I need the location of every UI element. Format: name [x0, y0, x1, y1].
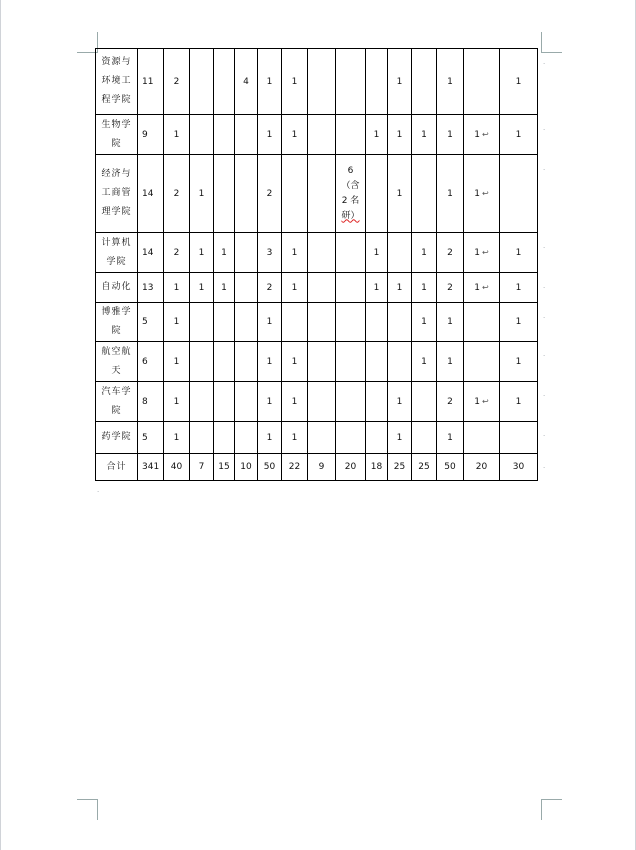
- cell-value: 1: [447, 317, 453, 327]
- quota-cell: [366, 115, 388, 155]
- quota-cell: [437, 382, 464, 422]
- row-end-mark: .: [543, 124, 546, 132]
- cell-value: 2: [173, 247, 180, 258]
- cell-value: 1: [373, 247, 380, 258]
- return-arrow-icon: ↩: [482, 396, 489, 406]
- table-row: [96, 303, 538, 342]
- table-row: [96, 422, 538, 454]
- quota-cell: [138, 303, 164, 342]
- quota-cell: [464, 115, 500, 155]
- quota-cell: [336, 303, 366, 342]
- quota-cell: [388, 342, 412, 382]
- row-end-mark: .: [543, 282, 546, 290]
- quota-cell: [164, 233, 190, 273]
- quota-cell: [464, 382, 500, 422]
- quota-cell: [464, 342, 500, 382]
- cell-value: 2: [447, 247, 453, 258]
- quota-cell: [164, 422, 190, 454]
- quota-cell: [366, 342, 388, 382]
- college-name-cell: [96, 115, 138, 155]
- quota-cell: [388, 233, 412, 273]
- cell-value: 2: [173, 188, 180, 199]
- cell-value: 1: [266, 432, 273, 443]
- quota-cell: [336, 342, 366, 382]
- cell-value: 1: [515, 356, 522, 367]
- quota-cell: [500, 49, 538, 115]
- cell-value: 1: [421, 282, 427, 293]
- college-name-line: 航空航: [101, 346, 132, 357]
- quota-cell: [214, 49, 235, 115]
- college-name-cell: [96, 382, 138, 422]
- quota-cell: [388, 382, 412, 422]
- table-row: [96, 233, 538, 273]
- quota-cell: [308, 422, 336, 454]
- cell-value: 1: [291, 76, 298, 87]
- college-name-line: 生物学: [101, 119, 132, 130]
- quota-cell: [214, 155, 235, 233]
- cell-value: 1: [266, 356, 273, 367]
- return-arrow-icon: ↩: [482, 282, 489, 292]
- cell-value: 1: [291, 432, 298, 443]
- cell-value: 1: [198, 188, 205, 199]
- quota-cell: [500, 303, 538, 342]
- total-cell: 40: [164, 454, 190, 481]
- cell-value: 1: [291, 247, 298, 258]
- quota-cell: [282, 49, 308, 115]
- quota-cell: [258, 382, 282, 422]
- cell-value: 1: [474, 396, 481, 407]
- college-name-line: 汽车学: [101, 386, 132, 397]
- quota-cell: [138, 49, 164, 115]
- quota-cell: [412, 422, 437, 454]
- quota-cell: [235, 422, 258, 454]
- college-name-line: 资源与: [101, 57, 132, 67]
- cell-value: 1: [515, 282, 522, 293]
- quota-cell: [190, 382, 214, 422]
- quota-cell: [388, 115, 412, 155]
- note-line: 6: [347, 165, 354, 176]
- quota-cell: [235, 273, 258, 303]
- row-end-mark: .: [543, 242, 546, 250]
- cell-value: 1: [396, 282, 403, 293]
- cell-value: 1: [173, 129, 180, 140]
- cell-value: 1: [396, 432, 403, 443]
- quota-cell: [437, 49, 464, 115]
- cell-value: 2: [173, 76, 180, 87]
- note-line: 2 名: [341, 195, 360, 206]
- quota-cell: [190, 49, 214, 115]
- total-cell: 18: [366, 454, 388, 481]
- quota-cell: [235, 382, 258, 422]
- quota-cell: [282, 342, 308, 382]
- note-line: 研）: [341, 210, 360, 221]
- quota-cell: [164, 155, 190, 233]
- cell-value: 1: [421, 356, 427, 367]
- cell-value: 1: [474, 247, 481, 258]
- college-name-line: 院: [111, 405, 122, 416]
- quota-cell: [214, 422, 235, 454]
- quota-cell: [164, 49, 190, 115]
- cell-value: 1: [266, 129, 273, 140]
- college-name-line: 工商管: [101, 188, 132, 198]
- cell-value: 1: [515, 317, 522, 327]
- quota-cell: [258, 273, 282, 303]
- quota-cell: [500, 422, 538, 454]
- quota-cell: [412, 273, 437, 303]
- quota-cell: [412, 342, 437, 382]
- total-cell: 10: [235, 454, 258, 481]
- cell-value: 1: [515, 247, 522, 258]
- cell-value: 1: [266, 396, 273, 407]
- college-name-cell: [96, 49, 138, 115]
- total-cell: 30: [500, 454, 538, 481]
- quota-cell: [412, 49, 437, 115]
- cell-value: 1: [221, 247, 227, 258]
- total-cell: 50: [437, 454, 464, 481]
- cell-value: 1: [291, 129, 298, 140]
- quota-cell: [336, 49, 366, 115]
- college-name-line: 学院: [106, 256, 127, 267]
- quota-cell: [190, 342, 214, 382]
- crop-mark-bottom-left: [77, 799, 98, 820]
- cell-value: 9: [142, 129, 148, 140]
- cell-value: 1: [515, 396, 522, 407]
- total-cell: 7: [190, 454, 214, 481]
- cell-value: 1: [198, 282, 205, 293]
- cell-value: 6: [142, 356, 148, 367]
- cell-value: 1: [221, 282, 227, 293]
- college-name-cell: [96, 303, 138, 342]
- quota-cell: [366, 233, 388, 273]
- cell-value: 5: [142, 317, 148, 327]
- quota-cell: [214, 382, 235, 422]
- college-name-line: 院: [111, 138, 122, 149]
- quota-cell: [336, 422, 366, 454]
- quota-cell: [388, 303, 412, 342]
- quota-cell: [164, 382, 190, 422]
- cell-value: 1: [421, 129, 427, 140]
- college-name-line: 程学院: [101, 95, 132, 105]
- cell-value: 1: [266, 76, 273, 87]
- quota-cell: [164, 303, 190, 342]
- cell-value: 1: [291, 282, 298, 293]
- quota-cell: [388, 273, 412, 303]
- table-row: [96, 273, 538, 303]
- quota-cell: [258, 155, 282, 233]
- row-end-mark: .: [543, 430, 546, 438]
- quota-cell: [214, 273, 235, 303]
- cell-value: 1: [266, 317, 273, 327]
- quota-cell: [235, 342, 258, 382]
- row-end-mark: .: [543, 58, 546, 66]
- college-name-cell: [96, 342, 138, 382]
- cell-value: 14: [142, 247, 154, 258]
- quota-cell: [308, 49, 336, 115]
- quota-cell: [388, 49, 412, 115]
- college-name-cell: [96, 273, 138, 303]
- quota-cell: [308, 115, 336, 155]
- total-cell: 341: [138, 454, 164, 481]
- cell-value: 2: [447, 282, 453, 293]
- total-cell: 25: [388, 454, 412, 481]
- quota-cell: [437, 422, 464, 454]
- cell-value: 2: [266, 282, 273, 293]
- paragraph-end-mark: .: [97, 486, 100, 494]
- quota-cell: [164, 273, 190, 303]
- quota-cell: [235, 233, 258, 273]
- cell-value: 1: [396, 396, 403, 407]
- cell-value: 1: [447, 356, 453, 367]
- row-end-mark: .: [543, 164, 546, 172]
- cell-value: 13: [142, 282, 154, 293]
- quota-cell: [308, 155, 336, 233]
- note-line: （含: [341, 180, 360, 191]
- quota-cell: [500, 233, 538, 273]
- cell-value: 1: [291, 396, 298, 407]
- quota-cell: [138, 115, 164, 155]
- quota-cell: [500, 155, 538, 233]
- cell-value: 1: [447, 188, 453, 199]
- quota-cell: [366, 273, 388, 303]
- quota-cell: [214, 233, 235, 273]
- quota-cell: [412, 233, 437, 273]
- cell-value: 1: [447, 432, 453, 443]
- quota-cell: [282, 422, 308, 454]
- college-name-line: 自动化: [101, 282, 132, 292]
- total-cell: 22: [282, 454, 308, 481]
- quota-cell: [190, 273, 214, 303]
- row-end-mark: .: [543, 462, 546, 470]
- quota-cell: [366, 382, 388, 422]
- cell-value: 1: [396, 188, 403, 199]
- return-arrow-icon: ↩: [482, 188, 489, 198]
- quota-cell: [308, 233, 336, 273]
- quota-cell: [412, 115, 437, 155]
- quota-cell: [164, 342, 190, 382]
- quota-cell: [164, 115, 190, 155]
- cell-value: 1: [173, 356, 180, 367]
- cell-value: 1: [396, 76, 403, 87]
- cell-value: 1: [421, 317, 427, 327]
- crop-mark-bottom-right: [541, 799, 562, 820]
- college-name-line: 环境工: [101, 76, 132, 86]
- quota-cell: [138, 382, 164, 422]
- quota-cell: [258, 49, 282, 115]
- college-name-line: 博雅学: [101, 307, 132, 317]
- quota-cell: [308, 303, 336, 342]
- cell-value: 14: [142, 188, 154, 199]
- quota-cell: [464, 155, 500, 233]
- quota-cell: [437, 155, 464, 233]
- return-arrow-icon: ↩: [482, 247, 489, 257]
- table-row: [96, 382, 538, 422]
- quota-cell: [500, 382, 538, 422]
- quota-cell: [282, 303, 308, 342]
- quota-cell: [437, 342, 464, 382]
- cell-value: 3: [266, 247, 273, 258]
- quota-cell: [437, 233, 464, 273]
- total-cell: 25: [412, 454, 437, 481]
- quota-cell: [308, 273, 336, 303]
- quota-cell: [282, 155, 308, 233]
- quota-cell: [500, 342, 538, 382]
- quota-cell: [412, 155, 437, 233]
- quota-cell: [336, 233, 366, 273]
- quota-cell: [214, 115, 235, 155]
- college-name-cell: [96, 155, 138, 233]
- cell-value: 1: [515, 76, 522, 87]
- quota-cell: [282, 382, 308, 422]
- quota-cell: [235, 49, 258, 115]
- quota-cell: [500, 273, 538, 303]
- quota-cell: [235, 155, 258, 233]
- table-row: [96, 115, 538, 155]
- total-label: 合计: [96, 454, 138, 481]
- cell-value: 1: [291, 356, 298, 367]
- cell-value: 5: [142, 432, 148, 443]
- quota-cell: [366, 303, 388, 342]
- quota-cell: [258, 115, 282, 155]
- table-row: [96, 155, 538, 233]
- quota-cell: [336, 273, 366, 303]
- total-cell: 9: [308, 454, 336, 481]
- quota-cell: [464, 233, 500, 273]
- quota-cell: [214, 303, 235, 342]
- return-arrow-icon: ↩: [482, 129, 489, 139]
- cell-value: 1: [173, 396, 180, 407]
- cell-value: 1: [173, 317, 180, 327]
- cell-value: 1: [198, 247, 205, 258]
- quota-cell: [464, 303, 500, 342]
- quota-cell: [500, 115, 538, 155]
- total-cell: 50: [258, 454, 282, 481]
- quota-cell: [412, 382, 437, 422]
- quota-cell: [258, 303, 282, 342]
- quota-cell: [336, 115, 366, 155]
- quota-cell: [366, 155, 388, 233]
- table-row: [96, 342, 538, 382]
- quota-cell: [437, 303, 464, 342]
- college-name-cell: [96, 422, 138, 454]
- quota-cell: [388, 155, 412, 233]
- college-name-line: 经济与: [101, 169, 132, 179]
- quota-cell: [282, 273, 308, 303]
- quota-cell: [138, 422, 164, 454]
- quota-cell: [190, 233, 214, 273]
- quota-cell: [437, 115, 464, 155]
- cell-value: 1: [173, 282, 180, 293]
- quota-cell: [366, 422, 388, 454]
- quota-cell: [235, 303, 258, 342]
- cell-value: 8: [142, 396, 148, 407]
- quota-cell: [258, 342, 282, 382]
- cell-value: 1: [373, 129, 380, 140]
- cell-value: 1: [447, 129, 453, 140]
- cell-value: 11: [142, 76, 154, 87]
- quota-cell: [258, 233, 282, 273]
- total-cell: 20: [464, 454, 500, 481]
- quota-cell: [190, 155, 214, 233]
- cell-value: 4: [243, 76, 249, 87]
- quota-cell: [190, 303, 214, 342]
- row-end-mark: .: [543, 312, 546, 320]
- cell-value: 1: [396, 129, 403, 140]
- quota-cell: [138, 233, 164, 273]
- quota-cell: [464, 49, 500, 115]
- cell-value: 1: [373, 282, 380, 293]
- quota-cell: [190, 422, 214, 454]
- college-name-line: 院: [111, 326, 122, 336]
- total-row: [96, 454, 538, 481]
- quota-cell: [336, 382, 366, 422]
- cell-value: 2: [447, 396, 453, 407]
- row-end-mark: .: [543, 390, 546, 398]
- quota-cell: [282, 115, 308, 155]
- quota-cell: [388, 422, 412, 454]
- college-name-cell: [96, 233, 138, 273]
- quota-cell: [412, 303, 437, 342]
- quota-cell: [282, 233, 308, 273]
- quota-cell: [464, 422, 500, 454]
- college-name-line: 药学院: [101, 432, 132, 442]
- table-row: [96, 49, 538, 115]
- quota-cell: [190, 115, 214, 155]
- quota-table: [95, 48, 538, 481]
- quota-cell: [308, 382, 336, 422]
- quota-cell: [214, 342, 235, 382]
- college-name-line: 天: [111, 365, 122, 376]
- cell-value: 1: [474, 188, 481, 199]
- quota-cell: [437, 273, 464, 303]
- quota-cell: [366, 49, 388, 115]
- cell-value: 1: [474, 129, 481, 140]
- cell-value: 1: [173, 432, 180, 443]
- cell-value: 1: [515, 129, 522, 140]
- quota-cell: [138, 273, 164, 303]
- college-name-line: 理学院: [101, 207, 132, 217]
- quota-cell: [235, 115, 258, 155]
- quota-cell: [308, 342, 336, 382]
- crop-mark-top-right: [541, 32, 562, 53]
- cell-value: 2: [266, 188, 273, 199]
- quota-cell: [464, 273, 500, 303]
- total-cell: 15: [214, 454, 235, 481]
- row-end-mark: .: [543, 350, 546, 358]
- quota-cell: [336, 155, 366, 233]
- college-name-line: 计算机: [101, 237, 132, 248]
- quota-cell: [258, 422, 282, 454]
- cell-value: 1: [447, 76, 453, 87]
- total-cell: 20: [336, 454, 366, 481]
- quota-cell: [138, 155, 164, 233]
- quota-cell: [138, 342, 164, 382]
- cell-value: 1: [474, 282, 481, 293]
- cell-value: 1: [421, 247, 427, 258]
